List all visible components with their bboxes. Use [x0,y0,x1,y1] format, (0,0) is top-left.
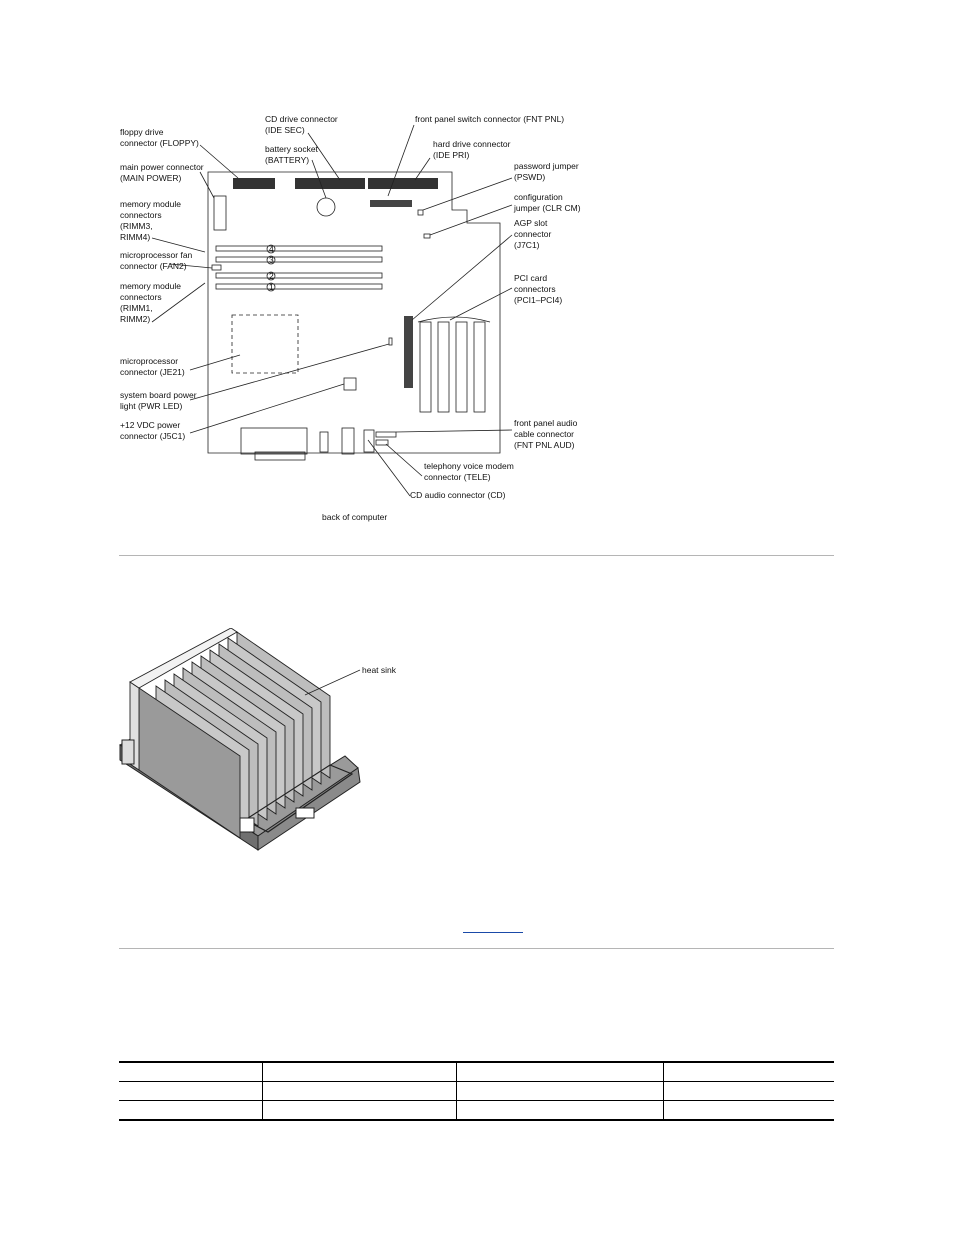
pwr-led [389,338,392,345]
audio-label: front panel audio [514,418,578,428]
rimm4-slot [216,246,382,251]
slot-number: 2 [269,271,274,281]
table-row [119,1082,834,1101]
memory-label-a: RIMM4) [120,232,151,242]
main-power-connector [214,196,226,230]
pci-label: connectors [514,284,556,294]
table-cell [456,1082,663,1101]
slot-number: 3 [269,255,274,265]
rimm1-slot [216,284,382,289]
config-label: configuration [514,192,563,202]
clip-tab [296,808,314,818]
spec-table-body [119,1062,834,1120]
memory-label-b: RIMM2) [120,314,151,324]
battery-socket [317,198,335,216]
table-cell [456,1062,663,1082]
table-cell [262,1082,456,1101]
main-power-label: main power connector [120,162,204,172]
clr-cm-jumper [424,234,430,238]
vdc-label: +12 VDC power [120,420,181,430]
pwr-led-label: system board power [120,390,197,400]
heat-sink-label: heat sink [362,665,397,675]
agp-label: connector [514,229,552,239]
table-cell [663,1101,834,1121]
fnt-pnl-connector [370,200,412,207]
pswd-label: password jumper [514,161,579,171]
floppy-label: floppy drive [120,127,164,137]
table-cell [262,1062,456,1082]
agp-label: AGP slot [514,218,548,228]
fnt-pnl-aud-connector [376,432,396,437]
fan2-connector [212,265,221,270]
memory-label-b: connectors [120,292,162,302]
audio-label: (FNT PNL AUD) [514,440,575,450]
back-to-top-link[interactable] [463,920,523,933]
rear-connector-panel [241,428,307,454]
spec-table [119,1061,834,1121]
pwr-led-label: light (PWR LED) [120,401,183,411]
main-power-label: (MAIN POWER) [120,173,182,183]
slot-number: 1 [269,282,274,292]
section-divider [119,948,834,949]
audio-label: cable connector [514,429,575,439]
rimm2-slot [216,273,382,278]
table-cell [119,1101,262,1121]
pci-label: (PCI1–PCI4) [514,295,563,305]
memory-label-b: memory module [120,281,181,291]
memory-label-a: connectors [120,210,162,220]
table-cell [119,1082,262,1101]
fnt-pnl-label: front panel switch connector (FNT PNL) [415,114,565,124]
tele-label: telephony voice modem [424,461,514,471]
table-cell [262,1101,456,1121]
tele-label: connector (TELE) [424,472,491,482]
vdc-label: connector (J5C1) [120,431,186,441]
battery-label: battery socket [265,144,318,154]
agp-label: (J7C1) [514,240,540,250]
hdd-label: (IDE PRI) [433,150,470,160]
system-board-diagram [100,108,600,528]
config-label: jumper (CLR CM) [514,203,581,213]
agp-slot [404,316,413,388]
rimm3-slot [216,257,382,262]
rear-port-1 [320,432,328,452]
fan-label: connector (FAN2) [120,261,187,271]
fan-label: microprocessor fan [120,250,193,260]
memory-label-a: (RIMM3, [120,221,153,231]
memory-slots [216,244,382,292]
pci-label: PCI card [514,273,548,283]
table-row [119,1101,834,1121]
table-cell [663,1082,834,1101]
heat-sink-leader [305,670,360,695]
clip-tab [240,818,254,832]
pswd-label: (PSWD) [514,172,546,182]
pci-slot [420,322,431,412]
table-cell [119,1062,262,1082]
table-cell [663,1062,834,1082]
pci-slot [456,322,467,412]
rear-port-2 [342,428,354,454]
section-divider [119,555,834,556]
j5c1-connector [344,378,356,390]
ide-pri-connector [368,178,438,189]
pswd-jumper [418,210,423,215]
battery-label: (BATTERY) [265,155,310,165]
memory-label-b: (RIMM1, [120,303,153,313]
cd-audio-label: CD audio connector (CD) [410,490,506,500]
clip-tab [122,740,134,764]
hdd-label: hard drive connector [433,139,511,149]
pci-slot [438,322,449,412]
slot-number: 4 [269,244,274,254]
pci-slot [474,322,485,412]
ide-sec-connector [295,178,365,189]
pci-slots [418,317,490,412]
microprocessor-connector [232,315,298,373]
cd-drive-label: (IDE SEC) [265,125,305,135]
back-of-computer-label: back of computer [322,512,388,522]
cd-drive-label: CD drive connector [265,114,338,124]
heat-sink-illustration [100,628,410,853]
table-cell [456,1101,663,1121]
memory-label-a: memory module [120,199,181,209]
cpu-label: connector (JE21) [120,367,185,377]
floppy-label: connector (FLOPPY) [120,138,199,148]
floppy-connector [233,178,275,189]
cpu-label: microprocessor [120,356,179,366]
table-row [119,1062,834,1082]
